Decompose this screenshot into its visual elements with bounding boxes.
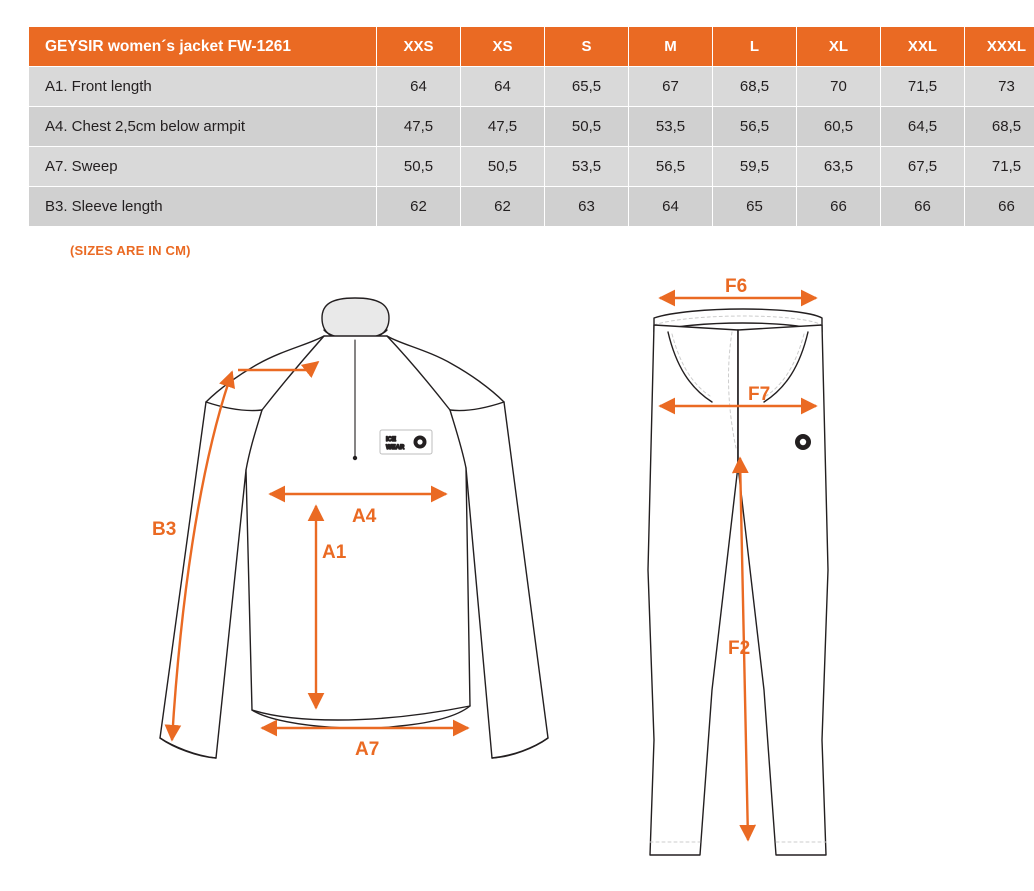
size-table [28, 26, 1034, 227]
cell-b3-s: 63 [545, 187, 629, 227]
cell-a1-xxl: 71,5 [881, 67, 965, 107]
icewear-logo [380, 430, 432, 454]
table-row [29, 107, 1034, 147]
cell-b3-m: 64 [629, 187, 713, 227]
label-f7: F7 [748, 384, 771, 405]
jacket-illustration [160, 298, 548, 758]
column-header-s: S [545, 27, 629, 67]
table-header-row [29, 27, 1034, 67]
column-header-m: M [629, 27, 713, 67]
column-header-xxxl: XXXL [965, 27, 1034, 67]
cell-a4-xxl: 64,5 [881, 107, 965, 147]
table-row [29, 67, 1034, 107]
cell-a7-xl: 63,5 [797, 147, 881, 187]
table-row [29, 147, 1034, 187]
cell-b3-xl: 66 [797, 187, 881, 227]
cell-b3-l: 65 [713, 187, 797, 227]
pants-logo-icon [795, 434, 811, 450]
column-header-xl: XL [797, 27, 881, 67]
cell-a1-m: 67 [629, 67, 713, 107]
label-a1: A1 [322, 542, 347, 563]
cell-a4-xl: 60,5 [797, 107, 881, 147]
cell-a7-xxxl: 71,5 [965, 147, 1034, 187]
size-table-head [29, 27, 1034, 67]
label-b3: B3 [152, 519, 177, 540]
size-table-body [29, 67, 1034, 227]
row-label-a4: A4. Chest 2,5cm below armpit [29, 107, 377, 147]
row-label-a1: A1. Front length [29, 67, 377, 107]
cell-a1-l: 68,5 [713, 67, 797, 107]
figures-container [0, 270, 1034, 890]
logo-line-1: ICE [386, 437, 397, 443]
label-f2: F2 [728, 638, 751, 659]
cell-b3-xxl: 66 [881, 187, 965, 227]
column-header-xxl: XXL [881, 27, 965, 67]
cell-a7-xxs: 50,5 [377, 147, 461, 187]
cell-a7-m: 56,5 [629, 147, 713, 187]
cell-a4-l: 56,5 [713, 107, 797, 147]
label-f6: F6 [725, 276, 748, 297]
jacket-collar [322, 298, 389, 340]
cell-a7-xxl: 67,5 [881, 147, 965, 187]
units-note: (SIZES ARE IN CM) [70, 243, 191, 258]
zipper-pull-icon [353, 456, 357, 460]
cell-a1-xs: 64 [461, 67, 545, 107]
cell-a1-xxs: 64 [377, 67, 461, 107]
cell-a1-xl: 70 [797, 67, 881, 107]
cell-a7-xs: 50,5 [461, 147, 545, 187]
cell-b3-xxxl: 66 [965, 187, 1034, 227]
size-table-container [28, 26, 1027, 227]
cell-a7-l: 59,5 [713, 147, 797, 187]
label-a4: A4 [352, 506, 377, 527]
product-title-cell: GEYSIR women´s jacket FW-1261 [29, 27, 377, 67]
table-row [29, 187, 1034, 227]
cell-a7-s: 53,5 [545, 147, 629, 187]
cell-b3-xs: 62 [461, 187, 545, 227]
row-label-a7: A7. Sweep [29, 147, 377, 187]
row-label-b3: B3. Sleeve length [29, 187, 377, 227]
cell-a4-xs: 47,5 [461, 107, 545, 147]
cell-a4-m: 53,5 [629, 107, 713, 147]
logo-line-2: WEAR [386, 445, 405, 451]
cell-a4-xxxl: 68,5 [965, 107, 1034, 147]
cell-a1-xxxl: 73 [965, 67, 1034, 107]
column-header-xxs: XXS [377, 27, 461, 67]
pants-illustration [648, 309, 828, 855]
column-header-l: L [713, 27, 797, 67]
column-header-xs: XS [461, 27, 545, 67]
cell-b3-xxs: 62 [377, 187, 461, 227]
pants-left-leg [648, 325, 738, 855]
cell-a1-s: 65,5 [545, 67, 629, 107]
jacket-body-outline [160, 336, 548, 758]
label-a7: A7 [355, 739, 380, 760]
cell-a4-s: 50,5 [545, 107, 629, 147]
cell-a4-xxs: 47,5 [377, 107, 461, 147]
